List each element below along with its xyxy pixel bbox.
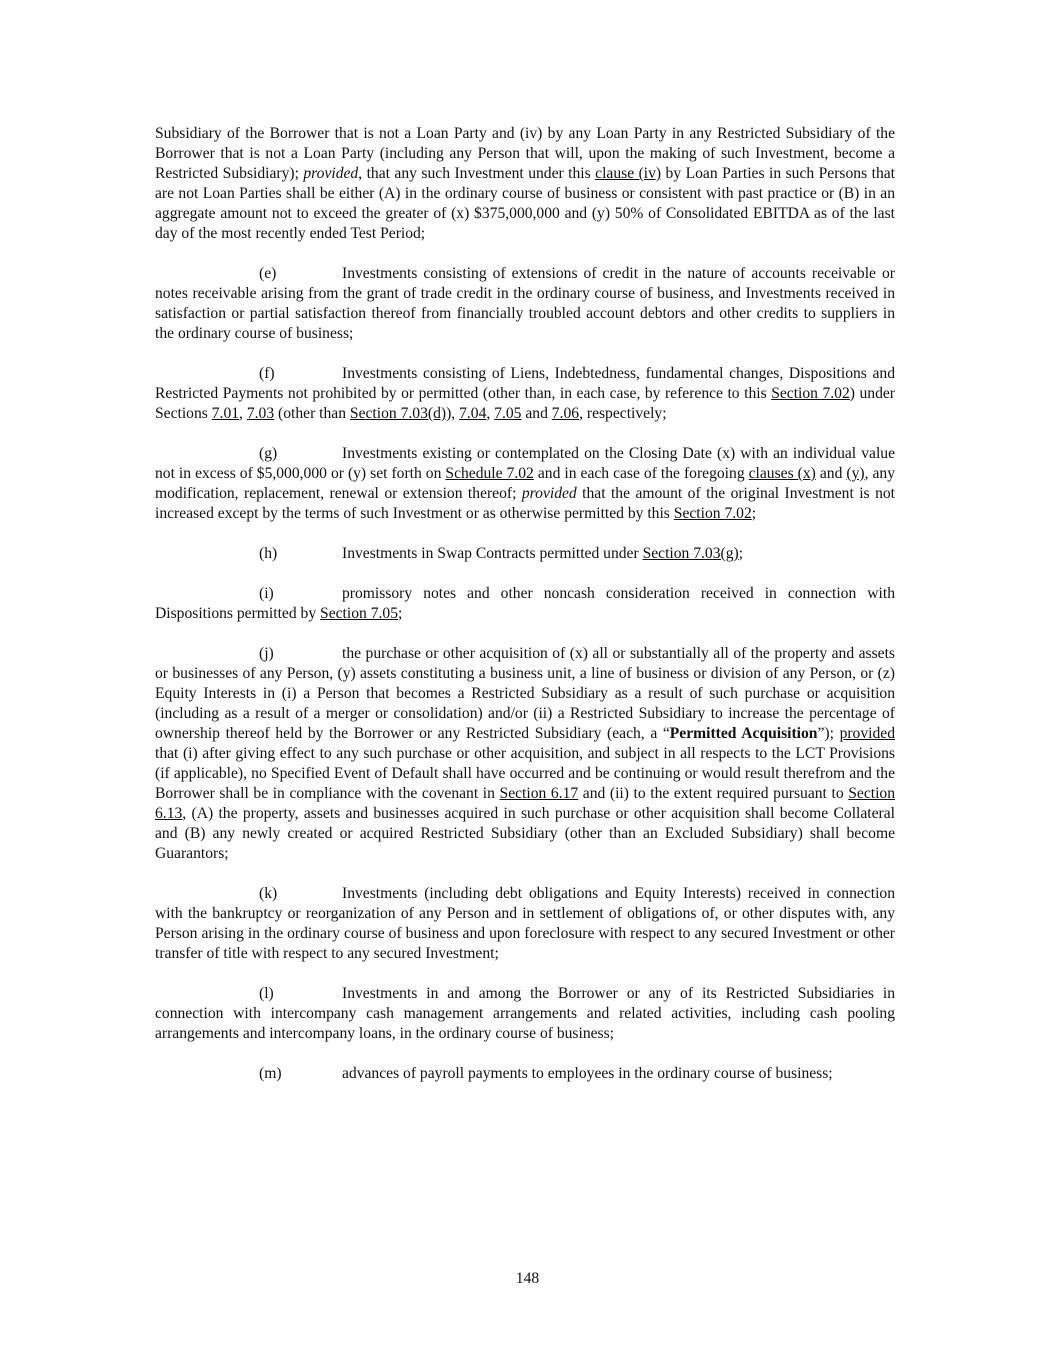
clause-label: (i)	[259, 585, 274, 602]
text-run: and	[521, 405, 552, 422]
text-run: ;	[398, 605, 403, 622]
page-number: 148	[515, 1270, 540, 1287]
clause-label: (m)	[259, 1065, 282, 1082]
text-run: by Loan Parties in such Persons that are not Loan Parties shall be either (A) in the ordinary course of business or consistent with past practice or (B) in an aggregate amount not to exceed the greater of (x) $375,000,000 and (y) 50% of Consolidated EBITDA as of the last day of the most recently ended Test Period;	[155, 165, 895, 242]
text-run: advances of payroll payments to employees in the ordinary course of business;	[342, 1065, 833, 1082]
text-run: Investments (including debt obligations and Equity Interests) received in connection with the bankruptcy or reorganization of any Person and in settlement of obligations of, or other disputes with, any Person arising in the ordinary course of business and upon foreclosure with respect to any secured Investment or other transfer of title with respect to any secured Investment;	[155, 885, 895, 962]
document-page	[155, 124, 895, 1084]
paragraph-g	[155, 444, 895, 524]
text-run: ;	[738, 545, 744, 562]
cross-reference: 7.06	[551, 405, 580, 422]
text-run: and	[815, 465, 847, 482]
cross-reference: Section 7.03(g)	[642, 545, 739, 562]
paragraph-text	[155, 125, 895, 242]
text-run: ;	[751, 505, 757, 522]
cross-reference: Section 7.05	[320, 605, 398, 622]
paragraph-f	[155, 364, 895, 424]
text-run: Investments consisting of extensions of credit in the nature of accounts receivable or notes receivable arising from the grant of trade credit in the ordinary course of business, and Investments received in satisfaction or partial satisfaction thereof from financially troubled account debtors and other credits to suppliers in the ordinary course of business;	[155, 265, 895, 342]
text-run: , that any such Investment under this	[358, 165, 596, 182]
text-run: Investments existing or contemplated on the Closing Date (x) with an individual value not in excess of $5,000,000 or (y) set forth on	[155, 445, 895, 482]
text-run: ) under Sections	[155, 385, 895, 422]
text-run: Subsidiary of the Borrower that is not a Loan Party and (iv) by any Loan Party in any Restricted Subsidiary of the Borrower that is not a Loan Party (including any Person that will, upon the making of such Investment, become a Restricted Subsidiary);	[155, 125, 895, 182]
cross-reference: Schedule 7.02	[445, 465, 534, 482]
text-run: and (ii) to the extent required pursuant to	[578, 785, 849, 802]
text-run: that the amount of the original Investment is not increased except by the terms of such Investment or as otherwise permitted by this	[155, 485, 895, 522]
clause-label: (j)	[259, 645, 274, 662]
cross-reference: Section 7.02	[673, 505, 752, 522]
clause-label: (k)	[259, 885, 278, 902]
paragraph-k	[155, 884, 895, 964]
cross-reference: clauses (x)	[748, 465, 816, 482]
text-run: that (i) after giving effect to any such purchase or other acquisition, and subject in all respects to the LCT Provisions (if applicable), no Specified Event of Default shall have occurred and be continuing or would result therefrom and the Borrower shall be in compliance with the covenant in	[155, 745, 895, 802]
cross-reference: Section 6.17	[499, 785, 579, 802]
cross-reference: 7.04	[459, 405, 487, 422]
text-run: Investments in and among the Borrower or any of its Restricted Subsidiaries in connection with intercompany cash management arrangements and related activities, including cash pooling arrangements and intercompany loans, in the ordinary course of business;	[155, 985, 895, 1042]
text-run: ,	[239, 405, 247, 422]
text-run: ,	[486, 405, 495, 422]
clause-label: (h)	[259, 545, 278, 562]
text-run: , any modification, replacement, renewal or extension thereof;	[155, 465, 895, 502]
clause-label: (e)	[259, 265, 277, 282]
defined-term: Permitted Acquisition	[669, 725, 818, 742]
paragraph-i	[155, 584, 895, 624]
text-run-underlined: provided	[839, 725, 895, 742]
cross-reference: 7.05	[494, 405, 522, 422]
paragraph-j	[155, 644, 895, 864]
text-run-italic: provided	[303, 165, 359, 182]
paragraph-m	[155, 1064, 895, 1084]
cross-reference: clause (iv)	[595, 165, 662, 182]
paragraph-d-continued	[155, 124, 895, 244]
clause-label: (f)	[259, 365, 275, 382]
paragraph-e	[155, 264, 895, 344]
text-run: promissory notes and other noncash consideration received in connection with Dispositions permitted by	[155, 585, 895, 622]
cross-reference: Section 7.02	[771, 385, 850, 402]
paragraph-l	[155, 984, 895, 1044]
text-run: Investments in Swap Contracts permitted under	[342, 545, 643, 562]
text-run: ),	[446, 405, 460, 422]
text-run-italic: provided	[521, 485, 577, 502]
cross-reference: 7.03	[246, 405, 275, 422]
cross-reference: 7.01	[211, 405, 240, 422]
text-run: and in each case of the foregoing	[533, 465, 749, 482]
text-run: , (A) the property, assets and businesses acquired in such purchase or other acquisition shall become Collateral and (B) any newly created or acquired Restricted Subsidiary (other than an Excluded Subsidiary) shall become Guarantors;	[155, 805, 895, 862]
paragraph-h	[155, 544, 895, 564]
text-run: , respectively;	[579, 405, 667, 422]
cross-reference: Section 7.03(d)	[349, 405, 447, 422]
text-run: ”);	[817, 725, 840, 742]
clause-label: (l)	[259, 985, 274, 1002]
text-run: the purchase or other acquisition of (x) all or substantially all of the property and assets or businesses of any Person, (y) assets constituting a business unit, a line of business or division of any Person, or (z) Equity Interests in (i) a Person that becomes a Restricted Subsidiary as a result of such purchase or acquisition (including as a result of a merger or consolidation) and/or (ii) a Restricted Subsidiary to increase the percentage of ownership thereof held by the Borrower or any Restricted Subsidiary (each, a “	[155, 645, 895, 742]
text-run: Investments consisting of Liens, Indebtedness, fundamental changes, Dispositions and Restricted Payments not prohibited by or permitted (other than, in each case, by reference to this	[155, 365, 895, 402]
clause-label: (g)	[259, 445, 278, 462]
cross-reference: (y)	[846, 465, 865, 482]
text-run: (other than	[274, 405, 350, 422]
cross-reference: Section 6.13	[155, 785, 895, 822]
